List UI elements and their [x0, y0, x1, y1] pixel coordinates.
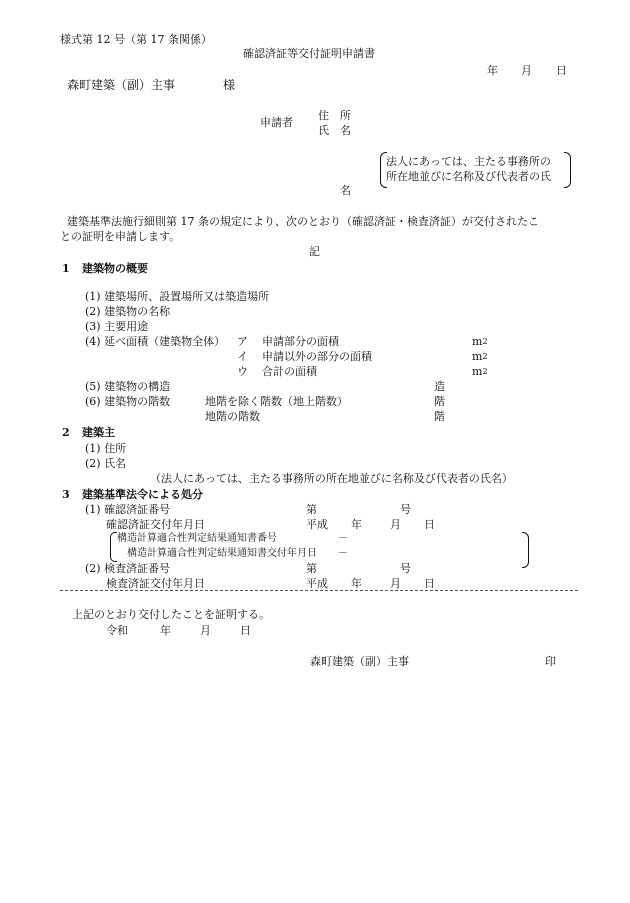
inspect-date-era: 平成 — [306, 577, 328, 590]
confirm-go: 号 — [400, 503, 411, 516]
struct-notice-left-bracket — [110, 532, 117, 562]
intro-line2: との証明を申請します。 — [60, 230, 181, 243]
intro-line1: 建築基準法施行細則第 17 条の規定により、次のとおり（確認済証・検査済証）が交付されたこ — [67, 215, 539, 228]
ki-label: 記 — [309, 245, 320, 258]
certificate-month: 月 — [200, 624, 211, 637]
certificate-year: 年 — [160, 624, 171, 637]
floors-above-label: 地階を除く階数（地上階数） — [205, 395, 348, 408]
corp-note-end: 名 — [340, 184, 351, 197]
owner-corp-note: （法人にあっては、主たる事務所の所在地並びに名称及び代表者の氏名） — [150, 472, 513, 485]
confirm-date-day: 日 — [424, 518, 435, 531]
section2-number: 2 — [62, 426, 70, 439]
struct-notice-date-dash: － — [338, 548, 348, 559]
seal-mark: 印 — [545, 655, 556, 668]
structure-suffix: 造 — [434, 380, 445, 393]
area-a-label: 申請部分の面積 — [262, 335, 339, 348]
section3-heading: 建築基準法令による処分 — [82, 488, 203, 501]
certificate-issuer: 森町建築（副）主事 — [310, 655, 409, 668]
addressee-name: 森町建築（副）主事 — [67, 78, 176, 92]
confirm-date-year: 年 — [351, 518, 362, 531]
item-floors: (6) 建築物の階数 — [85, 395, 171, 408]
area-i-label: 申請以外の部分の面積 — [262, 350, 372, 363]
inspect-go: 号 — [400, 562, 411, 575]
confirm-number-label: (1) 確認済証番号 — [85, 503, 171, 516]
struct-notice-number-dash: － — [338, 533, 348, 544]
inspect-number-label: (2) 検査済証番号 — [85, 562, 171, 575]
inspect-date-day: 日 — [424, 577, 435, 590]
confirm-date-label: 確認済証交付年月日 — [106, 518, 205, 531]
item-building-location: (1) 建築場所、設置場所又は築造場所 — [85, 290, 270, 303]
inspect-date-year: 年 — [351, 577, 362, 590]
date-month-label: 月 — [521, 64, 532, 77]
area-u-unit: $m^2$ — [472, 365, 488, 378]
struct-notice-right-bracket — [522, 532, 529, 568]
floors-below-label: 地階の階数 — [205, 410, 260, 423]
owner-name: (2) 氏名 — [85, 457, 127, 470]
applicant-name-label: 氏 名 — [318, 124, 351, 137]
area-u-mark: ウ — [237, 365, 248, 378]
corp-note-line1: 法人にあっては、主たる事務所の — [386, 155, 551, 168]
area-a-unit: $m^2$ — [472, 335, 488, 348]
area-i-mark: イ — [237, 350, 248, 363]
section1-heading: 建築物の概要 — [82, 262, 148, 275]
certificate-day: 日 — [240, 624, 251, 637]
date-day-label: 日 — [556, 64, 567, 77]
inspect-date-month: 月 — [390, 577, 401, 590]
item-total-floor-area: (4) 延べ面積（建築物全体） — [85, 335, 226, 348]
owner-address: (1) 住所 — [85, 442, 127, 455]
area-u-label: 合計の面積 — [262, 365, 317, 378]
document-title: 確認済証等交付証明申請書 — [243, 47, 375, 60]
section1-number: 1 — [62, 262, 70, 275]
struct-notice-number-label: 構造計算適合性判定結果通知書番号 — [117, 533, 277, 544]
confirm-date-month: 月 — [390, 518, 401, 531]
item-structure: (5) 建築物の構造 — [85, 380, 171, 393]
applicant-address-label: 住 所 — [318, 109, 351, 122]
item-building-name: (2) 建築物の名称 — [85, 305, 171, 318]
inspect-date-label: 検査済証交付年月日 — [106, 577, 205, 590]
applicant-label: 申請者 — [260, 116, 293, 129]
item-main-use: (3) 主要用途 — [85, 320, 149, 333]
certificate-statement: 上記のとおり交付したことを証明する。 — [72, 608, 270, 621]
corp-note-line2: 所在地並びに名称及び代表者の氏 — [386, 170, 551, 183]
floors-below-unit: 階 — [434, 410, 445, 423]
section3-number: 3 — [62, 488, 70, 501]
corp-note-right-bracket — [564, 152, 571, 188]
struct-notice-date-label: 構造計算適合性判定結果通知書交付年月日 — [127, 548, 317, 559]
section2-heading: 建築主 — [82, 426, 115, 439]
inspect-dai: 第 — [306, 562, 317, 575]
area-i-unit: $m^2$ — [472, 350, 488, 363]
form-number: 様式第 12 号（第 17 条関係） — [60, 33, 212, 46]
certificate-era: 令和 — [106, 624, 128, 637]
confirm-date-era: 平成 — [306, 518, 328, 531]
confirm-dai: 第 — [306, 503, 317, 516]
addressee-honorific: 様 — [223, 78, 236, 92]
floors-above-unit: 階 — [434, 395, 445, 408]
area-a-mark: ア — [237, 335, 248, 348]
separator-line — [60, 590, 578, 591]
date-year-label: 年 — [487, 64, 498, 77]
